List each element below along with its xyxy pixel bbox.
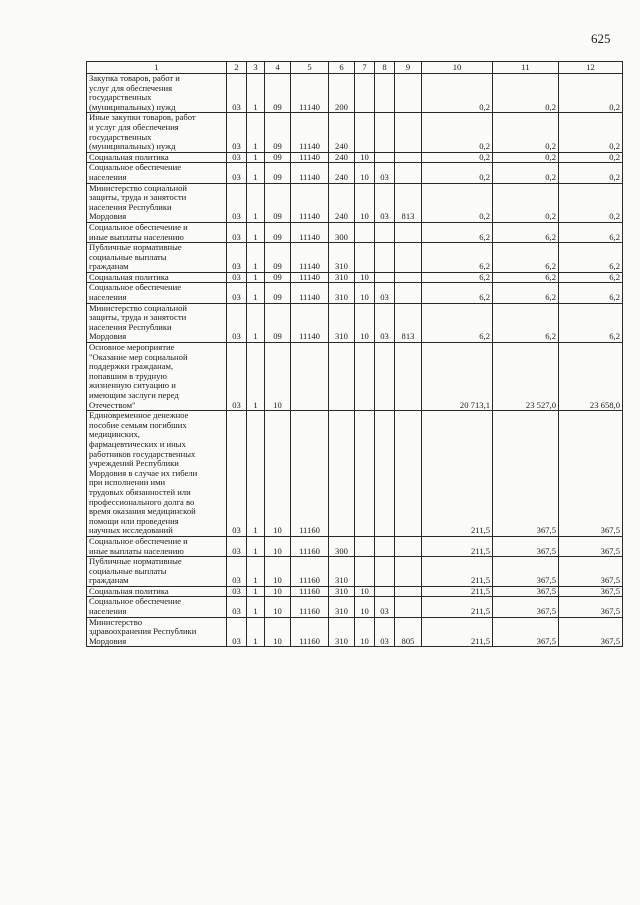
amount-cell: 211,5 — [422, 536, 493, 556]
table-row — [87, 163, 623, 183]
code-cell: 03 — [375, 597, 395, 617]
code-cell — [375, 343, 395, 411]
code-cell — [355, 343, 375, 411]
row-name-cell: Основное мероприятие "Оказание мер социальной поддержки гражданам, попавшим в трудную жизненную ситуацию и имеющим заслуги перед Отечеством" — [87, 343, 227, 411]
code-cell: 10 — [265, 536, 291, 556]
code-cell: 03 — [227, 597, 247, 617]
amount-cell: 0,2 — [493, 163, 559, 183]
code-cell — [355, 243, 375, 273]
code-cell: 10 — [265, 586, 291, 597]
amount-cell: 6,2 — [422, 222, 493, 242]
amount-cell: 0,2 — [493, 113, 559, 152]
table-row — [87, 343, 623, 411]
code-cell: 03 — [375, 283, 395, 303]
amount-cell: 23 658,0 — [559, 343, 623, 411]
code-cell: 1 — [247, 272, 265, 283]
code-cell: 310 — [329, 557, 355, 587]
amount-cell: 367,5 — [493, 597, 559, 617]
code-cell: 10 — [265, 557, 291, 587]
amount-cell: 0,2 — [493, 152, 559, 163]
code-cell: 09 — [265, 74, 291, 113]
code-cell — [395, 283, 422, 303]
code-cell: 310 — [329, 303, 355, 342]
amount-cell: 211,5 — [422, 597, 493, 617]
code-cell: 10 — [265, 597, 291, 617]
code-cell: 03 — [227, 343, 247, 411]
code-cell: 1 — [247, 283, 265, 303]
code-cell: 10 — [355, 303, 375, 342]
amount-cell: 0,2 — [559, 152, 623, 163]
amount-cell: 367,5 — [493, 617, 559, 647]
row-name-cell: Социальное обеспечение населения — [87, 163, 227, 183]
table-row — [87, 597, 623, 617]
amount-cell: 367,5 — [559, 557, 623, 587]
amount-cell: 0,2 — [422, 113, 493, 152]
code-cell: 1 — [247, 411, 265, 537]
code-cell: 09 — [265, 272, 291, 283]
table-row — [87, 283, 623, 303]
amount-cell: 367,5 — [559, 617, 623, 647]
code-cell: 11160 — [291, 597, 329, 617]
code-cell — [395, 74, 422, 113]
code-cell: 03 — [227, 183, 247, 222]
code-cell: 03 — [227, 113, 247, 152]
code-cell — [355, 222, 375, 242]
amount-cell: 23 527,0 — [493, 343, 559, 411]
amount-cell: 0,2 — [493, 183, 559, 222]
amount-cell: 0,2 — [493, 74, 559, 113]
budget-table — [86, 61, 623, 647]
code-cell — [395, 152, 422, 163]
code-cell: 11160 — [291, 617, 329, 647]
code-cell: 03 — [227, 283, 247, 303]
code-cell — [395, 597, 422, 617]
table-row — [87, 113, 623, 152]
page-number: 625 — [591, 31, 611, 46]
amount-cell: 0,2 — [422, 74, 493, 113]
code-cell: 03 — [227, 617, 247, 647]
code-cell: 10 — [355, 163, 375, 183]
code-cell — [375, 586, 395, 597]
code-cell: 03 — [227, 222, 247, 242]
table-row — [87, 222, 623, 242]
code-cell: 09 — [265, 243, 291, 273]
code-cell: 09 — [265, 163, 291, 183]
row-name-cell: Закупка товаров, работ и услуг для обеспечения государственных (муниципальных) нужд — [87, 74, 227, 113]
column-header: 9 — [395, 62, 422, 74]
row-name-cell: Социальная политика — [87, 152, 227, 163]
table-row — [87, 272, 623, 283]
row-name-cell: Министерство социальной защиты, труда и занятости населения Республики Мордовия — [87, 303, 227, 342]
code-cell: 11140 — [291, 303, 329, 342]
code-cell: 11160 — [291, 557, 329, 587]
code-cell — [375, 272, 395, 283]
table-row — [87, 183, 623, 222]
amount-cell: 6,2 — [422, 272, 493, 283]
code-cell: 03 — [375, 163, 395, 183]
amount-cell: 6,2 — [493, 283, 559, 303]
code-cell: 1 — [247, 617, 265, 647]
code-cell: 310 — [329, 272, 355, 283]
code-cell: 03 — [227, 152, 247, 163]
header-row — [87, 62, 623, 74]
code-cell — [375, 557, 395, 587]
row-name-cell: Социальная политика — [87, 586, 227, 597]
code-cell: 1 — [247, 222, 265, 242]
code-cell — [395, 586, 422, 597]
table-row — [87, 303, 623, 342]
code-cell: 10 — [355, 597, 375, 617]
code-cell: 03 — [227, 74, 247, 113]
code-cell: 10 — [265, 411, 291, 537]
code-cell — [395, 243, 422, 273]
code-cell: 10 — [355, 617, 375, 647]
row-name-cell: Публичные нормативные социальные выплаты гражданам — [87, 243, 227, 273]
code-cell: 1 — [247, 557, 265, 587]
code-cell: 11160 — [291, 536, 329, 556]
row-name-cell: Иные закупки товаров, работ и услуг для обеспечения государственных (муниципальных) нужд — [87, 113, 227, 152]
code-cell: 03 — [375, 617, 395, 647]
amount-cell: 211,5 — [422, 586, 493, 597]
code-cell: 1 — [247, 163, 265, 183]
amount-cell: 0,2 — [559, 74, 623, 113]
column-header: 3 — [247, 62, 265, 74]
code-cell: 240 — [329, 152, 355, 163]
amount-cell: 367,5 — [559, 597, 623, 617]
table-row — [87, 243, 623, 273]
code-cell — [355, 74, 375, 113]
amount-cell: 6,2 — [559, 222, 623, 242]
code-cell: 11140 — [291, 152, 329, 163]
code-cell: 1 — [247, 586, 265, 597]
code-cell: 03 — [227, 163, 247, 183]
amount-cell: 367,5 — [493, 586, 559, 597]
row-name-cell: Социальное обеспечение населения — [87, 283, 227, 303]
amount-cell: 6,2 — [493, 303, 559, 342]
code-cell: 03 — [227, 557, 247, 587]
code-cell — [329, 343, 355, 411]
amount-cell: 6,2 — [493, 272, 559, 283]
amount-cell: 367,5 — [559, 536, 623, 556]
amount-cell: 0,2 — [559, 163, 623, 183]
code-cell: 09 — [265, 303, 291, 342]
code-cell — [395, 536, 422, 556]
code-cell: 09 — [265, 283, 291, 303]
code-cell: 11160 — [291, 411, 329, 537]
amount-cell: 367,5 — [493, 411, 559, 537]
code-cell: 11140 — [291, 163, 329, 183]
column-header: 7 — [355, 62, 375, 74]
code-cell — [375, 113, 395, 152]
amount-cell: 6,2 — [493, 243, 559, 273]
code-cell: 1 — [247, 243, 265, 273]
code-cell — [395, 113, 422, 152]
row-name-cell: Социальное обеспечение и иные выплаты населению — [87, 222, 227, 242]
code-cell: 310 — [329, 586, 355, 597]
code-cell: 1 — [247, 183, 265, 222]
amount-cell: 20 713,1 — [422, 343, 493, 411]
column-header: 11 — [493, 62, 559, 74]
code-cell: 11140 — [291, 222, 329, 242]
code-cell — [355, 411, 375, 537]
amount-cell: 6,2 — [559, 283, 623, 303]
amount-cell: 6,2 — [559, 303, 623, 342]
code-cell: 300 — [329, 222, 355, 242]
code-cell — [395, 222, 422, 242]
row-name-cell: Министерство здравоохранения Республики Мордовия — [87, 617, 227, 647]
code-cell: 03 — [375, 303, 395, 342]
code-cell: 03 — [227, 586, 247, 597]
code-cell: 09 — [265, 113, 291, 152]
amount-cell: 211,5 — [422, 411, 493, 537]
code-cell: 03 — [227, 303, 247, 342]
amount-cell: 367,5 — [559, 586, 623, 597]
code-cell: 1 — [247, 74, 265, 113]
code-cell: 10 — [355, 272, 375, 283]
code-cell: 240 — [329, 113, 355, 152]
code-cell: 11140 — [291, 113, 329, 152]
code-cell: 11140 — [291, 272, 329, 283]
amount-cell: 0,2 — [422, 183, 493, 222]
code-cell: 10 — [265, 343, 291, 411]
amount-cell: 6,2 — [559, 243, 623, 273]
code-cell: 11140 — [291, 283, 329, 303]
column-header: 12 — [559, 62, 623, 74]
code-cell — [355, 113, 375, 152]
column-header: 5 — [291, 62, 329, 74]
code-cell — [395, 411, 422, 537]
amount-cell: 0,2 — [422, 152, 493, 163]
table-row — [87, 74, 623, 113]
code-cell: 300 — [329, 536, 355, 556]
code-cell: 03 — [227, 536, 247, 556]
code-cell: 805 — [395, 617, 422, 647]
code-cell — [395, 163, 422, 183]
amount-cell: 0,2 — [559, 113, 623, 152]
amount-cell: 367,5 — [493, 536, 559, 556]
column-header: 4 — [265, 62, 291, 74]
amount-cell: 211,5 — [422, 557, 493, 587]
amount-cell: 367,5 — [493, 557, 559, 587]
table-row — [87, 536, 623, 556]
code-cell: 240 — [329, 183, 355, 222]
row-name-cell: Социальная политика — [87, 272, 227, 283]
column-header: 10 — [422, 62, 493, 74]
code-cell: 11140 — [291, 74, 329, 113]
code-cell: 310 — [329, 617, 355, 647]
code-cell — [355, 557, 375, 587]
code-cell — [375, 536, 395, 556]
amount-cell: 6,2 — [493, 222, 559, 242]
code-cell — [329, 411, 355, 537]
code-cell: 813 — [395, 183, 422, 222]
amount-cell: 6,2 — [559, 272, 623, 283]
code-cell — [375, 411, 395, 537]
code-cell: 240 — [329, 163, 355, 183]
column-header: 1 — [87, 62, 227, 74]
code-cell: 09 — [265, 222, 291, 242]
code-cell — [355, 536, 375, 556]
code-cell: 310 — [329, 597, 355, 617]
column-header: 8 — [375, 62, 395, 74]
row-name-cell: Министерство социальной защиты, труда и занятости населения Республики Мордовия — [87, 183, 227, 222]
code-cell: 1 — [247, 536, 265, 556]
code-cell — [395, 272, 422, 283]
table-row — [87, 586, 623, 597]
code-cell: 813 — [395, 303, 422, 342]
amount-cell: 6,2 — [422, 283, 493, 303]
code-cell: 1 — [247, 597, 265, 617]
code-cell: 10 — [265, 617, 291, 647]
code-cell: 10 — [355, 152, 375, 163]
amount-cell: 0,2 — [422, 163, 493, 183]
row-name-cell: Социальное обеспечение и иные выплаты населению — [87, 536, 227, 556]
code-cell — [375, 74, 395, 113]
row-name-cell: Публичные нормативные социальные выплаты гражданам — [87, 557, 227, 587]
code-cell: 310 — [329, 283, 355, 303]
amount-cell: 0,2 — [559, 183, 623, 222]
code-cell: 11140 — [291, 243, 329, 273]
row-name-cell: Единовременное денежное пособие семьям погибших медицинских, фармацевтических и иных работников государственных учреждений Республики Мордовия в случае их гибели при исполнении ими трудовых обязанностей или профессионального долга во время оказания медицинской помощи или проведения научных исследований — [87, 411, 227, 537]
code-cell: 10 — [355, 283, 375, 303]
code-cell — [291, 343, 329, 411]
code-cell — [395, 343, 422, 411]
code-cell: 09 — [265, 152, 291, 163]
code-cell: 1 — [247, 303, 265, 342]
code-cell: 310 — [329, 243, 355, 273]
table-row — [87, 411, 623, 537]
table-body — [87, 74, 623, 647]
code-cell — [375, 243, 395, 273]
code-cell: 200 — [329, 74, 355, 113]
table-row — [87, 152, 623, 163]
code-cell: 11140 — [291, 183, 329, 222]
amount-cell: 6,2 — [422, 243, 493, 273]
amount-cell: 6,2 — [422, 303, 493, 342]
code-cell: 1 — [247, 113, 265, 152]
code-cell: 1 — [247, 343, 265, 411]
column-header: 6 — [329, 62, 355, 74]
code-cell: 09 — [265, 183, 291, 222]
amount-cell: 211,5 — [422, 617, 493, 647]
column-header: 2 — [227, 62, 247, 74]
code-cell: 1 — [247, 152, 265, 163]
row-name-cell: Социальное обеспечение населения — [87, 597, 227, 617]
code-cell: 03 — [227, 272, 247, 283]
code-cell — [395, 557, 422, 587]
code-cell — [375, 222, 395, 242]
code-cell: 03 — [227, 411, 247, 537]
code-cell: 03 — [375, 183, 395, 222]
code-cell: 03 — [227, 243, 247, 273]
code-cell: 11160 — [291, 586, 329, 597]
code-cell: 10 — [355, 183, 375, 222]
table-row — [87, 557, 623, 587]
code-cell: 10 — [355, 586, 375, 597]
amount-cell: 367,5 — [559, 411, 623, 537]
table-row — [87, 617, 623, 647]
code-cell — [375, 152, 395, 163]
